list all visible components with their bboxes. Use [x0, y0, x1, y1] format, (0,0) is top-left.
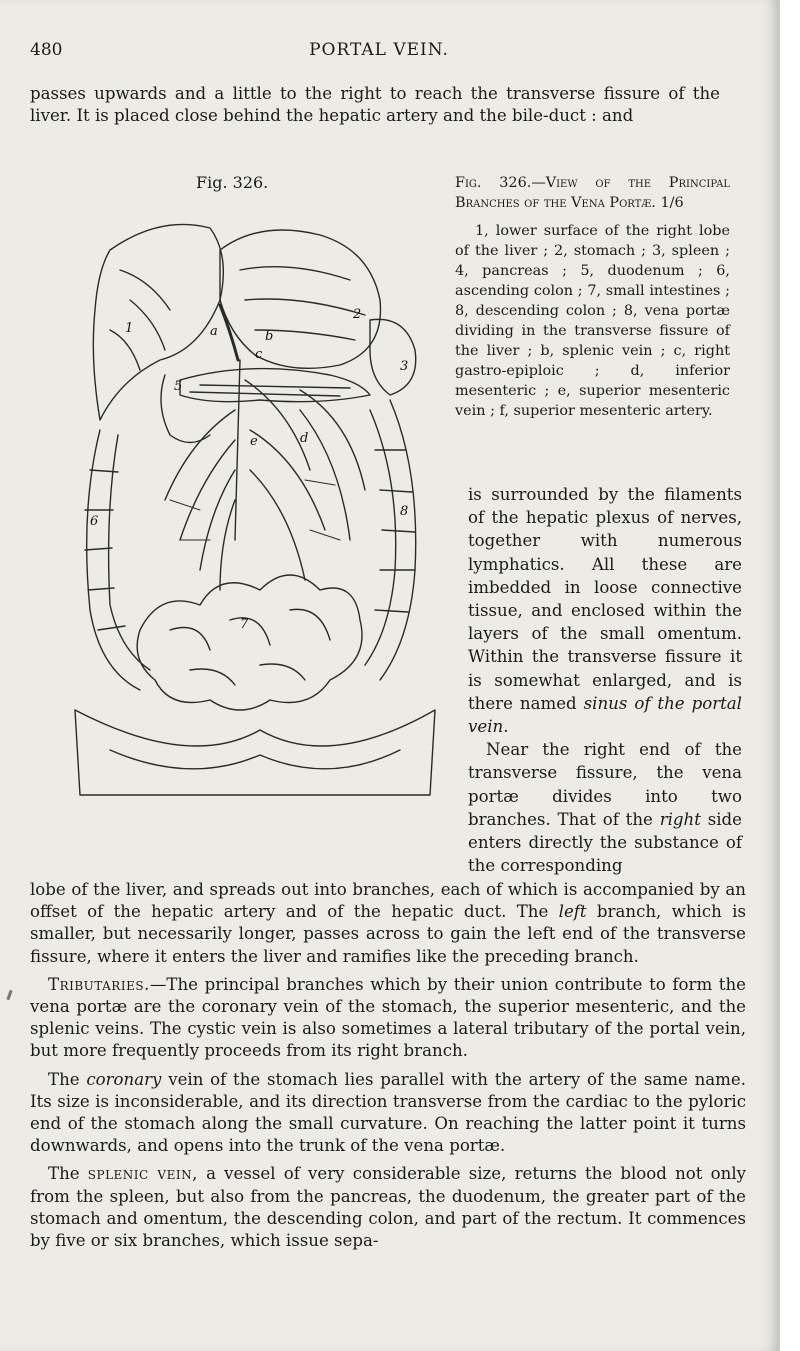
figure-label: Fig. 326. [196, 173, 269, 192]
marker-3: 3 [400, 359, 409, 374]
column-paragraph-2 [468, 738, 742, 877]
section-heading: Tributaries. [48, 974, 150, 994]
marker-8: 8 [400, 504, 409, 519]
column-text-run: Near the right end of the transverse fissure, the vena portæ divides into two branches. That of the [468, 740, 742, 829]
portal-vein-engraving [70, 210, 440, 810]
small-caps-term: splenic vein, [87, 1164, 198, 1184]
marker-d: d [300, 431, 309, 446]
caption-scale: 1/6 [660, 195, 684, 211]
text-run: The [48, 1164, 88, 1184]
text-run: vein of the stomach lies parallel with the artery of the same name. Its size is inconsiderable, and its direction transverse from the cardiac to the pyloric end of the stomach along the small curvature. On reaching the latter point it turns downwards, and opens into the trunk of the vena portæ. [30, 1069, 746, 1156]
caption-title: Fig. 326.—View of the Principal Branches of the Vena Portæ. [455, 175, 730, 211]
marker-c: c [255, 347, 263, 362]
figure-caption [455, 173, 730, 421]
paragraph-coronary [30, 1069, 746, 1158]
marker-1: 1 [125, 321, 134, 336]
anatomical-illustration [70, 210, 440, 810]
print-speck [6, 990, 12, 1000]
marker-e: e [250, 434, 258, 449]
column-paragraph-1 [468, 483, 742, 738]
paragraph-splenic [30, 1163, 746, 1252]
text-run: —The principal branches which by their union contribute to form the vena portæ are the coronary vein of the stomach, the superior mesenteric, and the splenic veins. The cystic vein is also sometimes a lateral tributary of the portal vein, but more frequently proceeds from its right branch. [30, 974, 746, 1061]
marker-2: 2 [353, 307, 362, 322]
marker-a: a [210, 324, 218, 339]
text-run: a vessel of very considerable size, returns the blood not only from the spleen, but also from the pancreas, the duodenum, the greater part of the stomach and omentum, the descending colon, and part of the rectum. It commences by five or six branches, which issue sepa- [30, 1164, 747, 1251]
page-number: 480 [30, 40, 63, 60]
italic-term: left [558, 902, 587, 922]
intro-paragraph: passes upwards and a little to the right to reach the transverse fissure of the liver. It is placed close behind the hepatic artery and the bile-duct : and [30, 84, 720, 125]
running-header [30, 40, 728, 66]
caption-legend: 1, lower surface of the right lobe of the liver ; 2, stomach ; 3, spleen ; 4, pancreas ; 5, duodenum ; 6, ascending colon ; 7, small intestines ; 8, descending colon ; 8, vena portæ dividing in the transverse fissure of the liver ; b, splenic vein ; c, right gastro-epiploic ; d, inferior mesenteric ; e, superior mesenteric vein ; f, superior mesenteric artery. [455, 223, 730, 419]
paragraph-tributaries [30, 974, 746, 1063]
main-text [30, 879, 746, 1258]
marker-b: b [265, 329, 274, 344]
italic-term: right [659, 809, 701, 829]
italic-term: coronary [86, 1069, 162, 1089]
column-text-run: side enters directly the substance of the corresponding [468, 809, 743, 876]
running-title: PORTAL VEIN. [309, 40, 449, 60]
marker-7: 7 [240, 617, 249, 632]
paragraph-branches [30, 879, 746, 968]
marker-5: 5 [174, 379, 183, 394]
side-column-text [468, 483, 742, 877]
column-text-run: is surrounded by the filaments of the hepatic plexus of nerves, together with numerous lymphatics. All these are imbedded in loose connective tissue, and enclosed within the layers of the small omentum. Within the transverse fissure it is somewhat enlarged, and is there named [468, 485, 742, 713]
text-run: lobe of the liver, and spreads out into branches, each of which is accompanied by an offset of the hepatic artery and of the hepatic duct. The [30, 880, 746, 922]
italic-term: sinus of the portal vein. [468, 693, 742, 737]
text-run: branch, which is smaller, but necessarily longer, passes across to gain the left end of the transverse fissure, where it enters the liver and ramifies like the preceding branch. [30, 902, 746, 966]
marker-6: 6 [90, 514, 99, 529]
text-run: The [48, 1069, 87, 1089]
